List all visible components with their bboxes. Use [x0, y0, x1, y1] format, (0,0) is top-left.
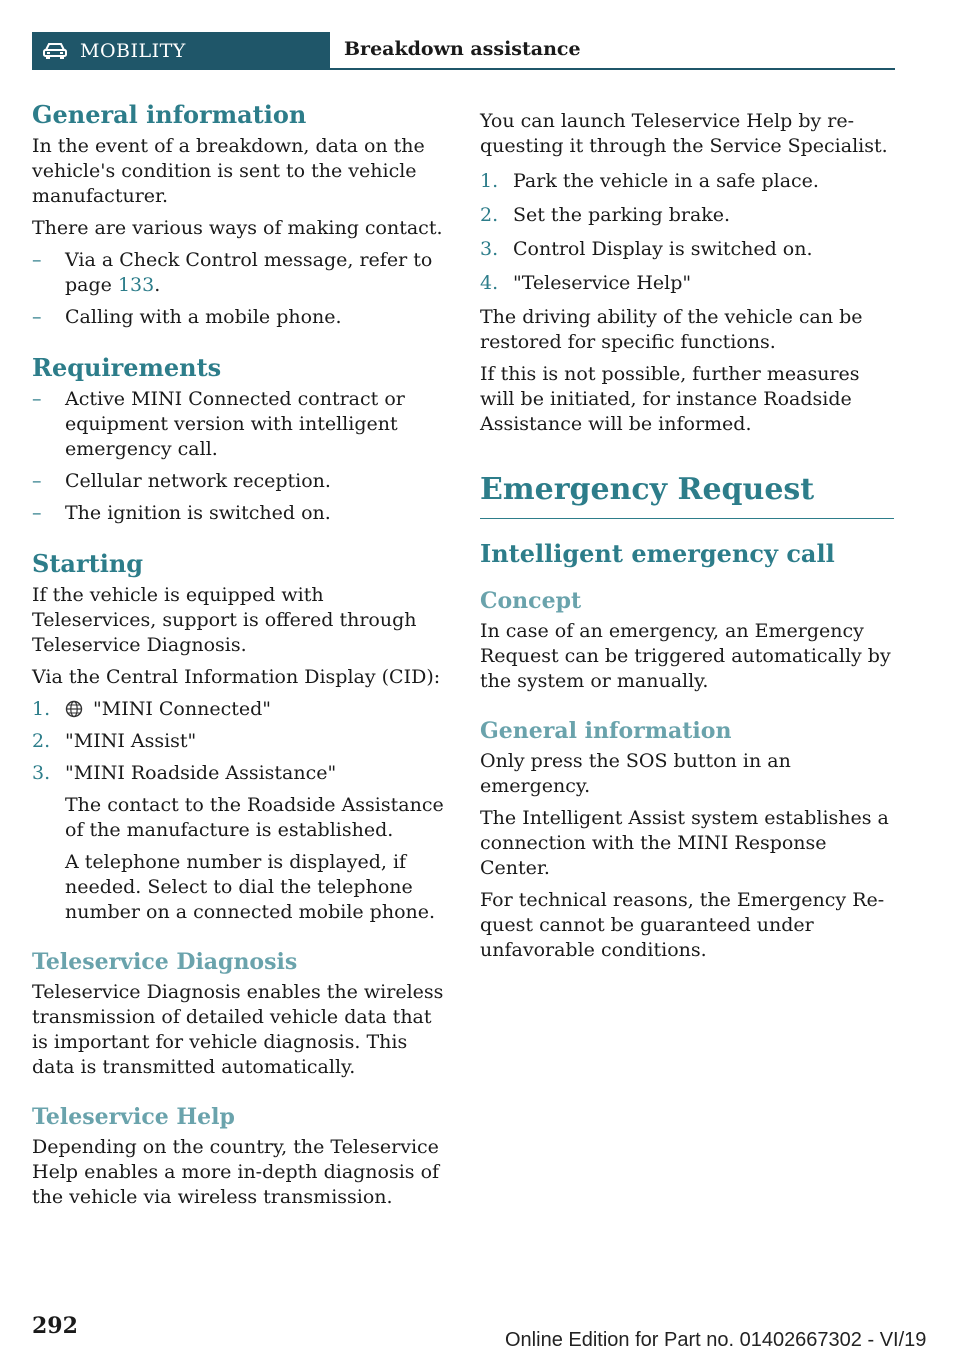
step-number: 1. [480, 170, 499, 192]
list-item-text: Via a Check Control message, refer to page [65, 249, 433, 296]
heading-requirements: Requirements [32, 353, 222, 382]
paragraph: In case of an emergency, an Emergency Request can be triggered automatically by the system or manually. [480, 620, 891, 692]
dash-bullet: – [32, 470, 42, 492]
step-number: 1. [32, 698, 51, 720]
heading-emergency-request: Emergency Request [480, 472, 815, 507]
section-divider [480, 518, 894, 519]
list-item-text: Cellular network reception. [65, 470, 331, 492]
right-column [480, 109, 894, 970]
dash-bullet: – [32, 502, 42, 524]
step-text: "MINI Connected" [93, 698, 271, 720]
section-label: MOBILITY [80, 40, 186, 62]
step-continuation: The contact to the Roadside Assistance of the manufacture is established. [65, 794, 444, 841]
step-text: Control Display is switched on. [513, 238, 813, 260]
step-text: Park the vehicle in a safe place. [513, 170, 819, 192]
heading-concept: Concept [480, 588, 582, 614]
step-item [480, 203, 894, 228]
step-item [32, 729, 446, 754]
left-column [32, 100, 446, 1217]
heading-general-information-right: General information [480, 718, 732, 744]
paragraph: For technical reasons, the Emergency Request cannot be guaranteed under unfavorable conditions. [480, 889, 885, 961]
heading-starting: Starting [32, 549, 144, 578]
paragraph: Depending on the country, the Teleservice Help enables a more in-depth diagnosis of the vehicle via wireless transmission. [32, 1136, 440, 1208]
edition-footer: Online Edition for Part no. 01402667302 - VI/19 [505, 1329, 927, 1351]
page-link[interactable]: 133 [117, 274, 155, 296]
paragraph: The driving ability of the vehicle can be restored for specific functions. [480, 306, 863, 353]
car-icon [42, 41, 68, 61]
list-item [32, 305, 446, 330]
step-text: "Teleservice Help" [513, 272, 692, 294]
page-number: 292 [32, 1313, 78, 1339]
globe-icon [65, 700, 83, 718]
list-item [32, 387, 446, 462]
heading-teleservice-help: Teleservice Help [32, 1104, 235, 1130]
step-number: 4. [480, 272, 499, 294]
heading-intelligent-emergency-call: Intelligent emergency call [480, 539, 835, 568]
paragraph: If the vehicle is equipped with Teleservices, support is offered through Teleservice Diagnosis. [32, 584, 417, 656]
step-item [32, 697, 446, 722]
dash-bullet: – [32, 306, 42, 328]
paragraph: There are various ways of making contact. [32, 217, 443, 239]
step-text: "MINI Roadside Assistance" [65, 762, 337, 784]
list-item-text: Active MINI Connected contract or equipment version with intelligent emergency call. [65, 388, 405, 460]
step-number: 3. [480, 238, 499, 260]
header-divider [330, 68, 895, 70]
paragraph: If this is not possible, further measures will be initiated, for instance Roadside Assistance will be informed. [480, 363, 860, 435]
step-number: 3. [32, 762, 51, 784]
list-item-text: The ignition is switched on. [65, 502, 331, 524]
paragraph: In the event of a breakdown, data on the vehicle's condition is sent to the vehicle manufacturer. [32, 135, 425, 207]
list-item [32, 469, 446, 494]
list-item-text: Calling with a mobile phone. [65, 306, 342, 328]
paragraph: You can launch Teleservice Help by requesting it through the Service Specialist. [480, 110, 888, 157]
section-tab [32, 32, 330, 70]
heading-teleservice-diagnosis: Teleservice Diagnosis [32, 949, 298, 975]
step-text: "MINI Assist" [65, 730, 197, 752]
step-text: Set the parking brake. [513, 204, 731, 226]
step-number: 2. [480, 204, 499, 226]
dash-bullet: – [32, 249, 42, 271]
heading-general-information: General information [32, 100, 307, 129]
list-item [32, 501, 446, 526]
list-item [32, 248, 446, 298]
step-item [480, 237, 894, 262]
paragraph: Teleservice Diagnosis enables the wireless transmission of detailed vehicle data that is important for vehicle diagnosis. This data is transmitted automatically. [32, 981, 444, 1078]
list-item-text: . [154, 274, 161, 296]
step-number: 2. [32, 730, 51, 752]
step-item [480, 271, 894, 296]
step-item [480, 169, 894, 194]
dash-bullet: – [32, 388, 42, 410]
step-continuation: A telephone number is displayed, if needed. Select to dial the telephone number on a connected mobile phone. [65, 851, 436, 923]
paragraph: Via the Central Information Display (CID): [32, 666, 441, 688]
paragraph: The Intelligent Assist system establishes a connection with the MINI Response Center. [480, 807, 889, 879]
paragraph: Only press the SOS button in an emergency. [480, 750, 791, 797]
page-header [32, 32, 895, 70]
page-title: Breakdown assistance [344, 38, 581, 60]
step-item [32, 761, 446, 786]
